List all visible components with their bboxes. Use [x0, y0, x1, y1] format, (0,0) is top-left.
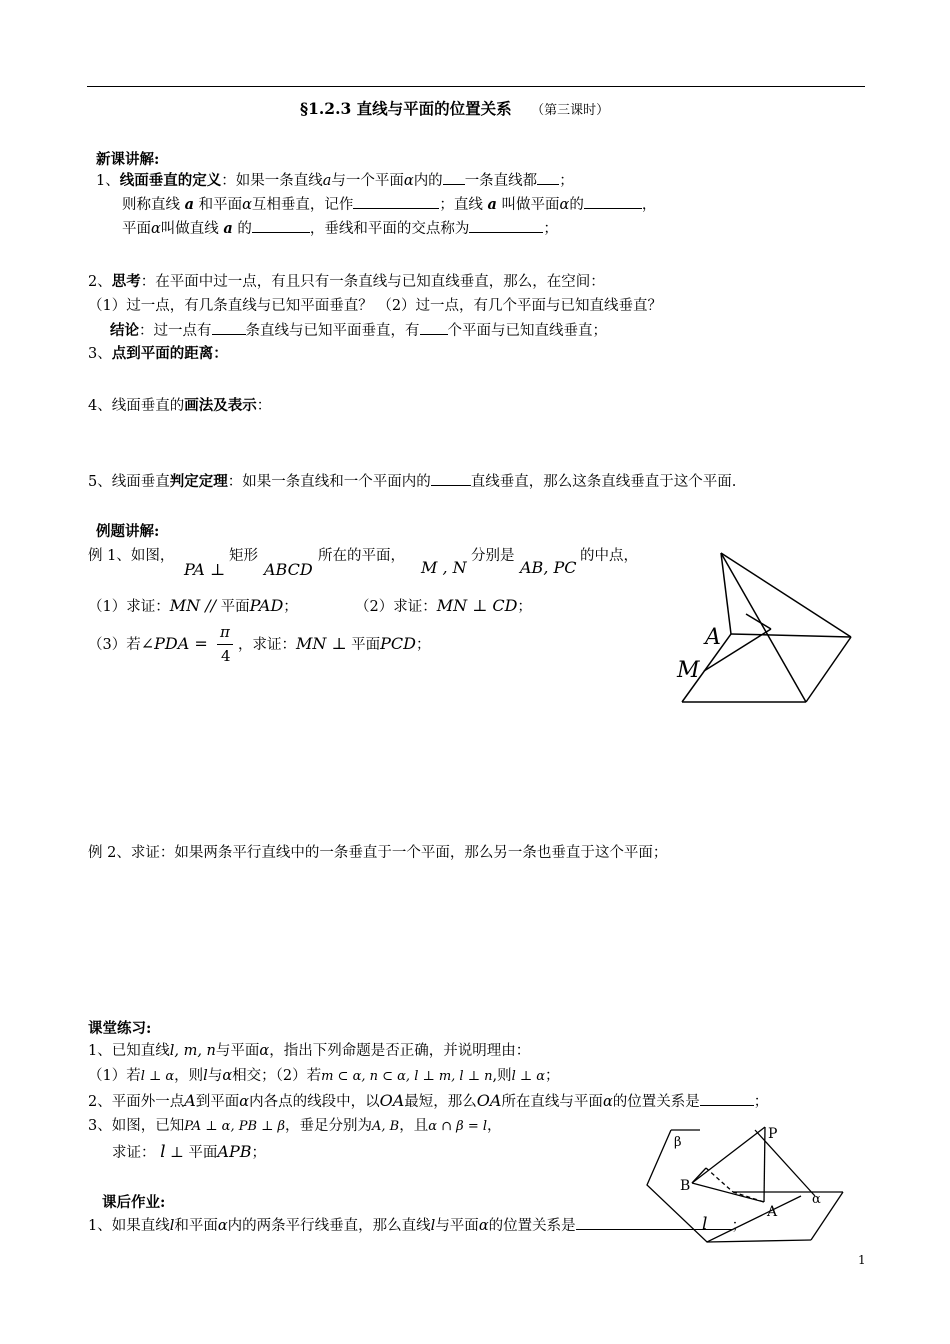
example-1-b: 所在的平面，	[318, 548, 405, 564]
definition-line-2: 则称直线 a 和平面α互相垂直，记作 ；直线 a 叫做平面α的 ，	[122, 196, 657, 213]
section-practice: 课堂练习:	[88, 1020, 152, 1037]
figure-1-label-a: A	[705, 625, 721, 650]
figure-2-A: A	[767, 1204, 778, 1220]
drawing-notation: 4、线面垂直的画法及表示：	[88, 397, 272, 414]
example-1-a: 例 1、如图，	[88, 548, 175, 564]
practice-1-subparts: （1）若l ⊥ α，则l与α相交；（2）若m ⊂ α, n ⊂ α, l ⊥ m, l ⊥ n,则l ⊥ α；	[88, 1068, 560, 1084]
example-1-q3: （3）若∠PDA =	[88, 634, 208, 653]
example-1-mn: M , N	[421, 558, 467, 577]
example-1-d: 的中点，	[580, 548, 638, 564]
think-line: 2、思考：在平面中过一点，有且只有一条直线与已知直线垂直，那么，在空间：	[88, 273, 605, 290]
example-1-q3-rest: ，求证：MN ⊥ 平面PCD；	[238, 634, 431, 653]
figure-2-beta: β	[674, 1135, 682, 1150]
page-subtitle: （第三课时）	[531, 103, 610, 118]
section-homework: 课后作业:	[102, 1194, 166, 1211]
section-new-lesson: 新课讲解:	[96, 151, 160, 168]
figure-2-alpha: α	[812, 1192, 821, 1207]
think-questions: （1）过一点，有几条直线与已知平面垂直？ （2）过一点，有几个平面与已知直线垂直？	[88, 298, 663, 314]
figure-2-P: P	[768, 1126, 778, 1142]
example-2: 例 2、求证：如果两条平行直线中的一条垂直于一个平面，那么另一条也垂直于这个平面；	[88, 845, 668, 861]
section-examples: 例题讲解:	[96, 523, 160, 540]
example-1-c: 分别是	[471, 548, 515, 564]
practice-2: 2、平面外一点A到平面α内各点的线段中，以OA最短，那么OA所在直线与平面α的位置关系是 ；	[88, 1091, 769, 1110]
page-number: 1	[858, 1253, 866, 1267]
figure-1-label-m: M	[677, 658, 700, 683]
example-1-q3-denominator: 4	[221, 647, 231, 665]
homework-1: 1、如果直线l和平面α内的两条平行线垂直，那么直线l与平面α的位置关系是 ；	[88, 1215, 746, 1236]
example-1-abpc: AB, PC	[520, 558, 577, 577]
practice-3-prove: 求证： l ⊥ 平面APB；	[112, 1142, 266, 1162]
criterion-theorem: 5、线面垂直判定定理：如果一条直线和一个平面内的 直线垂直，那么这条直线垂直于这个平面.	[88, 473, 737, 490]
practice-3: 3、如图，已知PA ⊥ α, PB ⊥ β，垂足分别为A, B，且α ∩ β = l，	[88, 1118, 502, 1134]
practice-1: 1、已知直线l, m, n与平面α，指出下列命题是否正确，并说明理由：	[88, 1043, 531, 1059]
conclusion-line: 结论：过一点有 条直线与已知平面垂直，有 个平面与已知直线垂直；	[110, 322, 607, 339]
figure-2-B: B	[680, 1178, 691, 1194]
point-plane-distance: 3、点到平面的距离：	[88, 345, 228, 362]
example-1-pa: PA ⊥	[184, 560, 225, 579]
definition-line-3: 平面α叫做直线 a 的 ，垂线和平面的交点称为 ；	[122, 220, 558, 237]
example-1-q3-numerator: π	[220, 623, 230, 641]
example-1-rect: 矩形	[229, 548, 258, 564]
page-title: §1.2.3 直线与平面的位置关系 （第三课时）	[300, 99, 610, 118]
example-1-q2: （2）求证：MN ⊥ CD；	[355, 596, 532, 615]
example-1-abcd: ABCD	[264, 560, 313, 579]
figure-2-l: l	[702, 1214, 708, 1234]
definition-line-1: 1、线面垂直的定义：如果一条直线a与一个平面α内的 一条直线都 ；	[96, 172, 574, 189]
example-1-q1: （1）求证：MN // 平面PAD；	[88, 596, 298, 615]
